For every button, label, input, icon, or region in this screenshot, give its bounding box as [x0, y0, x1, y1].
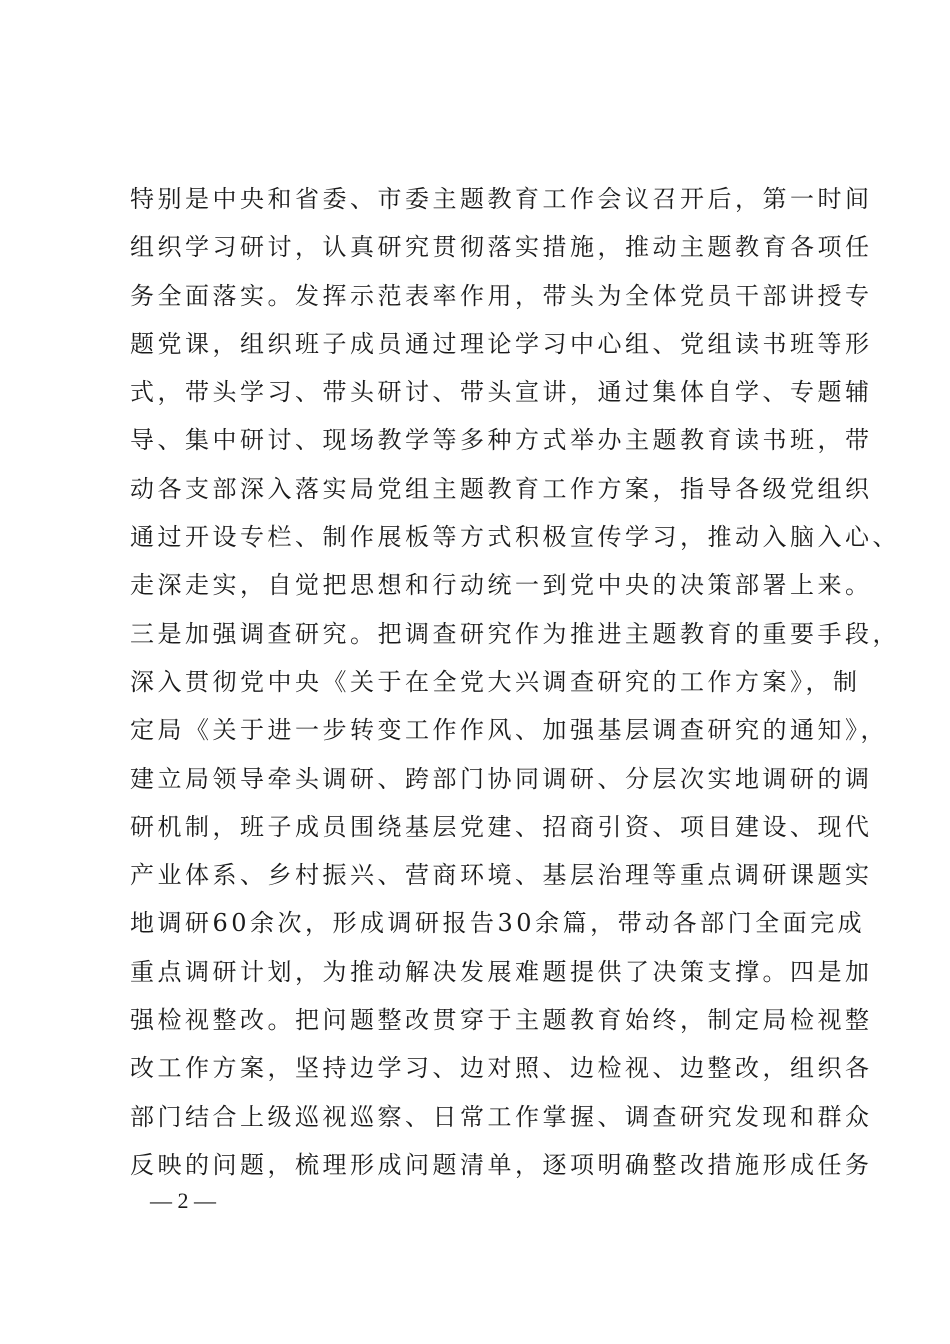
text-line: 走深走实，自觉把思想和行动统一到党中央的决策部署上来。	[130, 571, 873, 600]
text-line: 产业体系、乡村振兴、营商环境、基层治理等重点调研课题实	[130, 861, 873, 890]
text-line: 题党课，组织班子成员通过理论学习中心组、党组读书班等形	[130, 329, 873, 358]
text-line: 改工作方案，坚持边学习、边对照、边检视、边整改，组织各	[130, 1054, 873, 1083]
text-line: 特别是中央和省委、市委主题教育工作会议召开后，第一时间	[130, 185, 873, 213]
text-line: 强检视整改。把问题整改贯穿于主题教育始终，制定局检视整	[130, 1006, 873, 1035]
text-line: 部门结合上级巡视巡察、日常工作掌握、调查研究发现和群众	[130, 1102, 873, 1131]
text-line: 重点调研计划，为推动解决发展难题提供了决策支撑。四是加	[130, 957, 873, 986]
text-line: 动各支部深入落实局党组主题教育工作方案，指导各级党组织	[130, 474, 873, 503]
text-line: 通过开设专栏、制作展板等方式积极宣传学习，推动入脑入心、	[130, 523, 900, 552]
text-line: 研机制，班子成员围绕基层党建、招商引资、项目建设、现代	[130, 812, 873, 841]
text-line: 务全面落实。发挥示范表率作用，带头为全体党员干部讲授专	[130, 281, 873, 310]
text-line: 反映的问题，梳理形成问题清单，逐项明确整改措施形成任务	[130, 1150, 873, 1179]
text-line: 导、集中研讨、现场教学等多种方式举办主题教育读书班，带	[130, 426, 873, 455]
text-line: 建立局领导牵头调研、跨部门协同调研、分层次实地调研的调	[130, 764, 873, 793]
text-line: 深入贯彻党中央《关于在全党大兴调查研究的工作方案》，制	[130, 667, 861, 696]
text-line: 定局《关于进一步转变工作作风、加强基层调查研究的通知》，	[130, 716, 888, 745]
text-line: 地调研60余次，形成调研报告30余篇，带动各部门全面完成	[130, 909, 866, 938]
body-text	[130, 175, 900, 1189]
text-line: 组织学习研讨，认真研究贯彻落实措施，推动主题教育各项任	[130, 233, 873, 262]
page-number: — 2 —	[150, 1188, 216, 1213]
text-line: 三是加强调查研究。把调查研究作为推进主题教育的重要手段，	[130, 619, 900, 648]
text-line: 式，带头学习、带头研讨、带头宣讲，通过集体自学、专题辅	[130, 378, 873, 407]
